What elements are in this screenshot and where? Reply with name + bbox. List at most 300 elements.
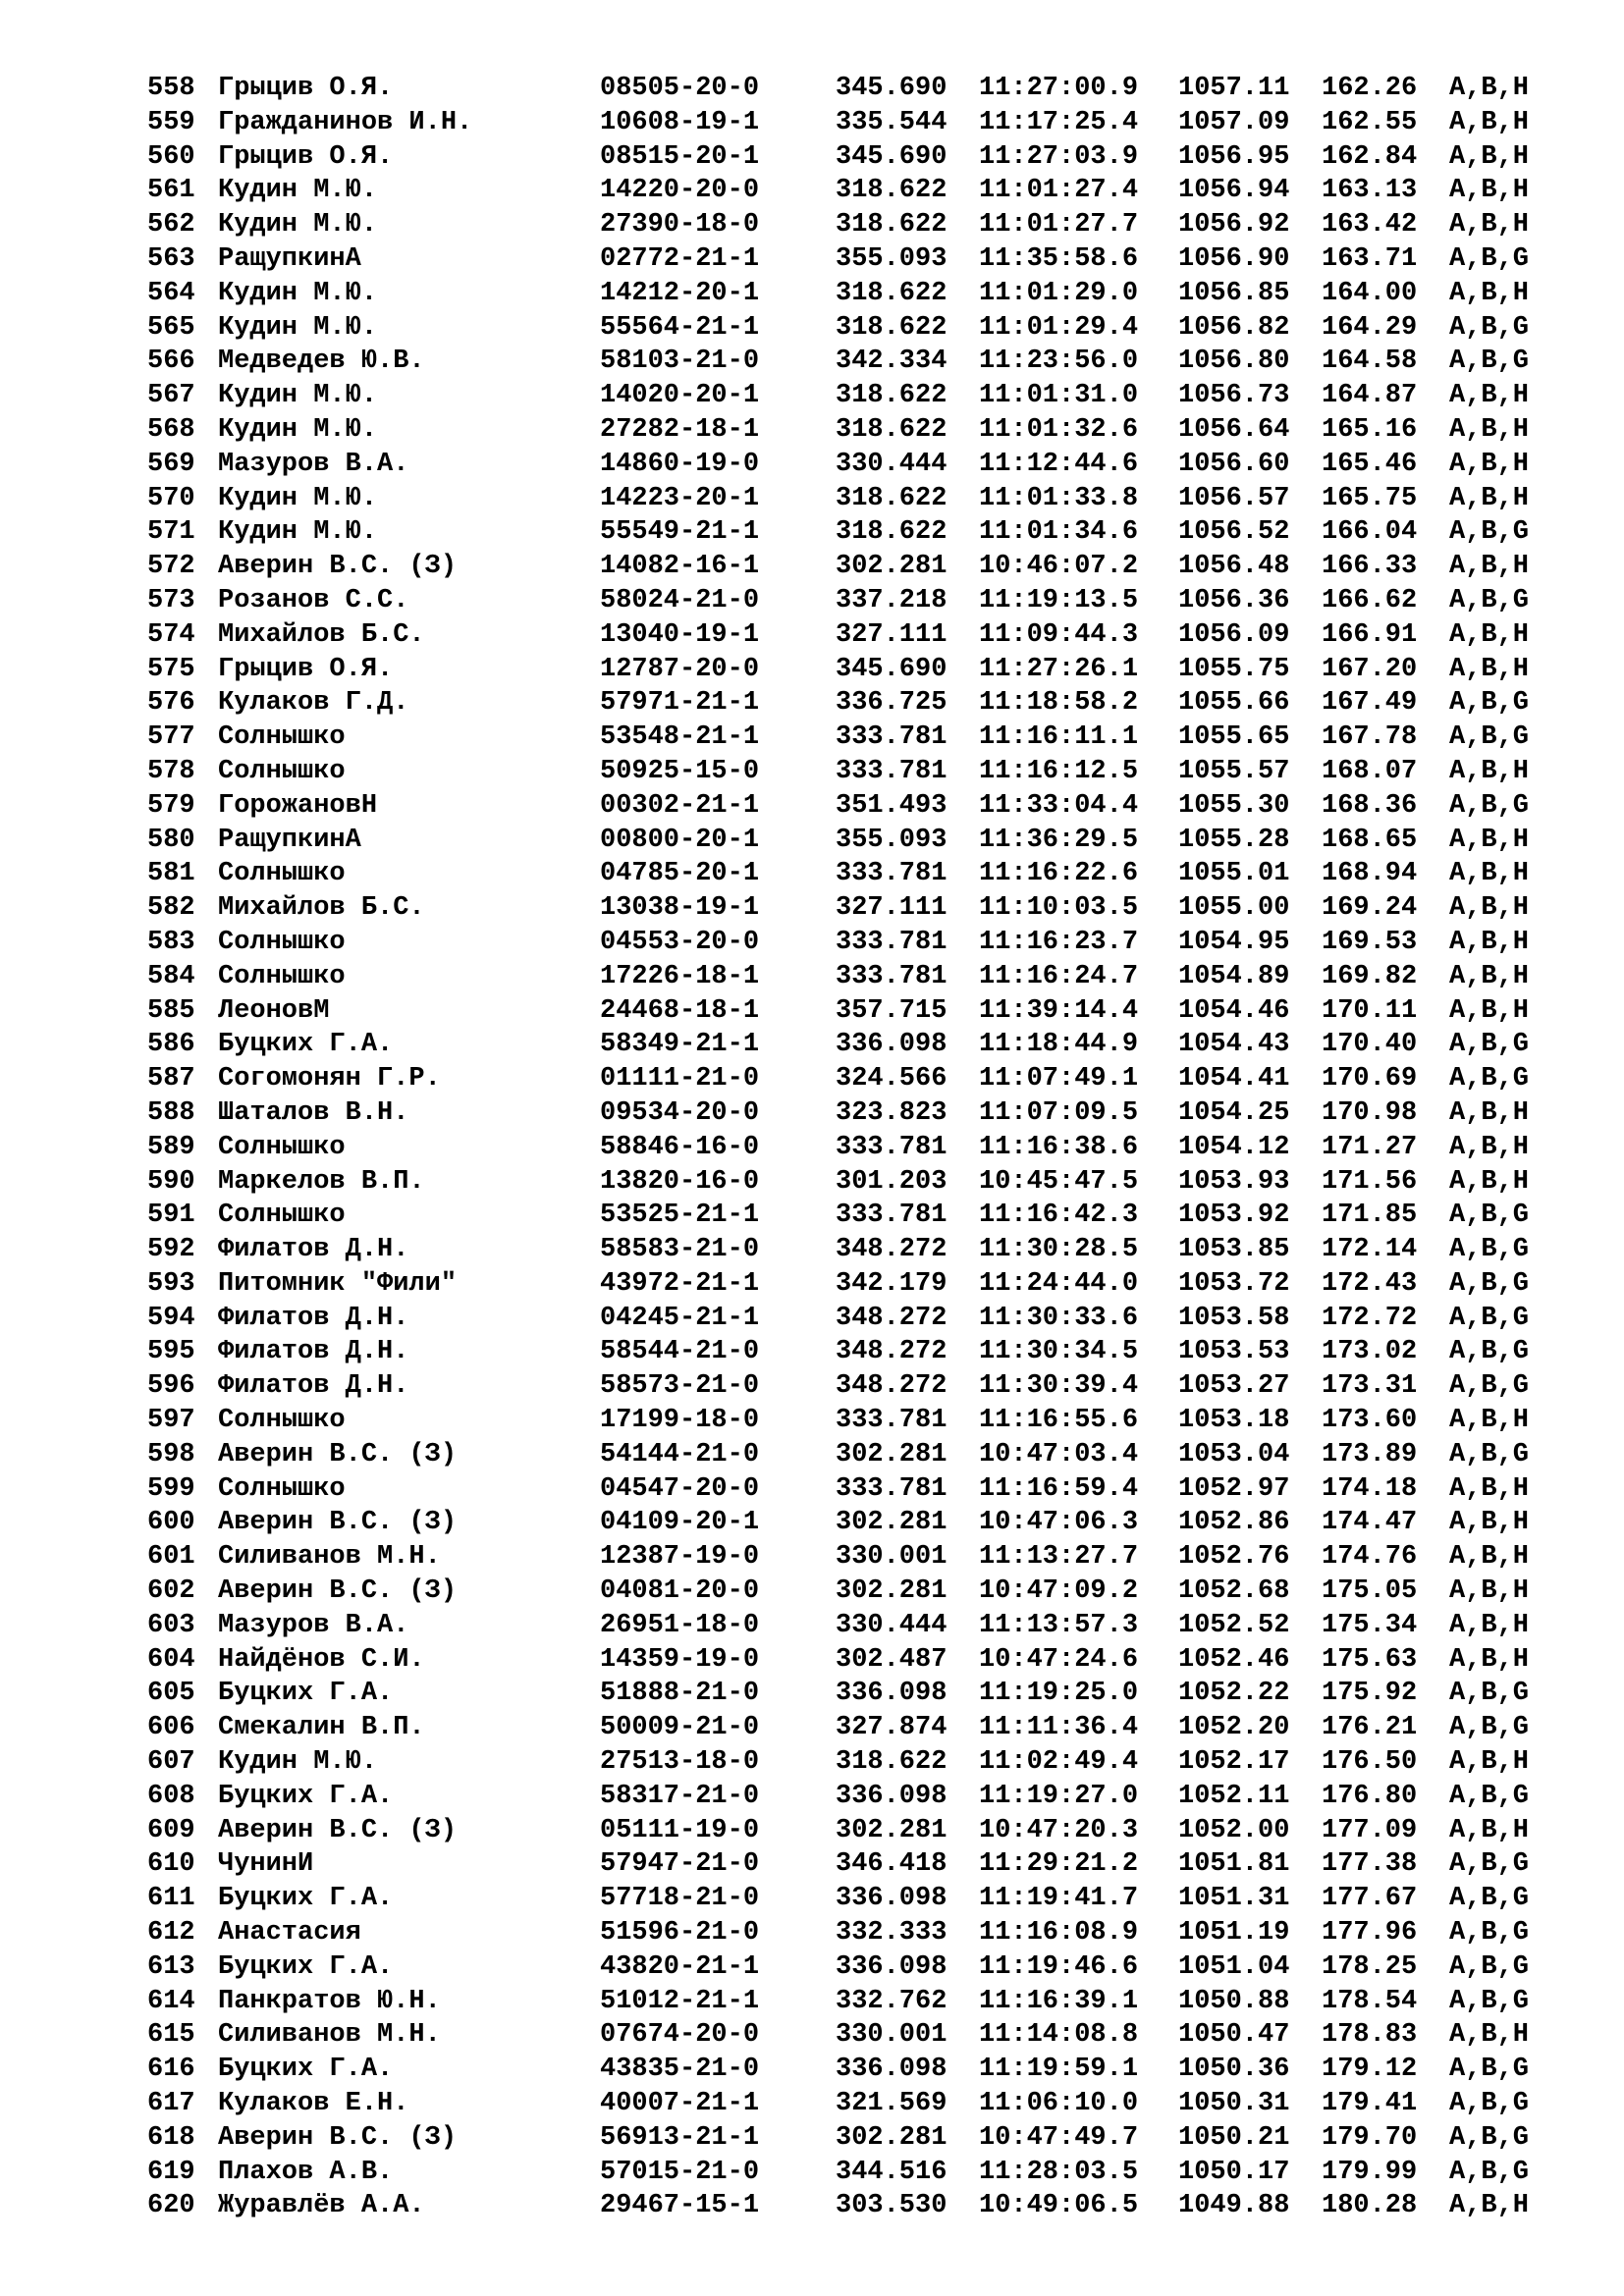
distance-cell: 321.569 <box>836 2089 947 2119</box>
category-cell: A,B,G <box>1449 2089 1530 2119</box>
category-cell: A,B,G <box>1449 1337 1530 1367</box>
name-cell: Буцких Г.А. <box>218 2055 394 2085</box>
speed-cell: 1050.21 <box>1178 2122 1290 2153</box>
category-cell: A,B,H <box>1449 210 1530 240</box>
name-cell: Аверин В.С. (З) <box>218 1439 458 1469</box>
place-cell: 619 <box>147 2157 195 2187</box>
category-cell: A,B,H <box>1449 552 1530 582</box>
ring-cell: 58024-21-0 <box>600 585 760 615</box>
ring-cell: 26951-18-0 <box>600 1610 760 1640</box>
table-row <box>147 1199 1547 1233</box>
place-cell: 605 <box>147 1679 195 1709</box>
distance-cell: 301.203 <box>836 1166 947 1197</box>
place-cell: 614 <box>147 1986 195 2016</box>
category-cell: A,B,H <box>1449 2020 1530 2051</box>
category-cell: A,B,H <box>1449 74 1530 103</box>
table-row <box>147 242 1547 277</box>
table-row <box>147 482 1547 516</box>
distance-cell: 302.281 <box>836 1576 947 1607</box>
name-cell: РащупкинА <box>218 825 361 855</box>
name-cell: Кудин М.Ю. <box>218 278 378 308</box>
coefficient-cell: 170.98 <box>1322 1097 1418 1128</box>
category-cell: A,B,G <box>1449 1918 1530 1949</box>
table-row <box>147 1677 1547 1711</box>
ring-cell: 43972-21-1 <box>600 1268 760 1299</box>
ring-cell: 05111-19-0 <box>600 1815 760 1845</box>
speed-cell: 1055.75 <box>1178 654 1290 684</box>
speed-cell: 1054.95 <box>1178 927 1290 957</box>
place-cell: 587 <box>147 1064 195 1095</box>
category-cell: A,B,G <box>1449 1201 1530 1231</box>
distance-cell: 333.781 <box>836 756 947 786</box>
name-cell: Анастасия <box>218 1918 361 1949</box>
distance-cell: 327.874 <box>836 1713 947 1743</box>
distance-cell: 336.098 <box>836 1030 947 1060</box>
table-row <box>147 1096 1547 1131</box>
distance-cell: 333.781 <box>836 961 947 991</box>
speed-cell: 1056.73 <box>1178 381 1290 411</box>
ring-cell: 08515-20-1 <box>600 141 760 172</box>
table-row <box>147 1404 1547 1438</box>
category-cell: A,B,H <box>1449 1097 1530 1128</box>
table-row <box>147 1575 1547 1609</box>
name-cell: Шаталов В.Н. <box>218 1097 409 1128</box>
table-row <box>147 1267 1547 1302</box>
time-cell: 11:14:08.8 <box>979 2020 1139 2051</box>
distance-cell: 302.281 <box>836 2122 947 2153</box>
distance-cell: 330.444 <box>836 1610 947 1640</box>
category-cell: A,B,G <box>1449 790 1530 821</box>
ring-cell: 14082-16-1 <box>600 552 760 582</box>
speed-cell: 1054.41 <box>1178 1064 1290 1095</box>
place-cell: 611 <box>147 1884 195 1914</box>
category-cell: A,B,H <box>1449 1610 1530 1640</box>
distance-cell: 355.093 <box>836 243 947 274</box>
ring-cell: 58846-16-0 <box>600 1132 760 1162</box>
coefficient-cell: 176.50 <box>1322 1747 1418 1778</box>
time-cell: 11:33:04.4 <box>979 790 1139 821</box>
ring-cell: 57015-21-0 <box>600 2157 760 2187</box>
category-cell: A,B,H <box>1449 414 1530 445</box>
distance-cell: 336.098 <box>836 1884 947 1914</box>
time-cell: 11:06:10.0 <box>979 2089 1139 2119</box>
name-cell: Солнышко <box>218 1132 346 1162</box>
ring-cell: 51888-21-0 <box>600 1679 760 1709</box>
name-cell: Солнышко <box>218 1473 346 1504</box>
category-cell: A,B,G <box>1449 312 1530 343</box>
name-cell: Михайлов Б.С. <box>218 893 425 924</box>
speed-cell: 1056.48 <box>1178 552 1290 582</box>
ring-cell: 58317-21-0 <box>600 1781 760 1811</box>
table-row <box>147 1985 1547 2019</box>
coefficient-cell: 171.27 <box>1322 1132 1418 1162</box>
speed-cell: 1055.00 <box>1178 893 1290 924</box>
speed-cell: 1056.64 <box>1178 414 1290 445</box>
name-cell: Мазуров В.А. <box>218 1610 409 1640</box>
coefficient-cell: 169.82 <box>1322 961 1418 991</box>
category-cell: A,B,H <box>1449 1166 1530 1197</box>
distance-cell: 330.001 <box>836 1542 947 1573</box>
table-row <box>147 277 1547 311</box>
speed-cell: 1051.04 <box>1178 1951 1290 1982</box>
category-cell: A,B,H <box>1449 825 1530 855</box>
category-cell: A,B,H <box>1449 893 1530 924</box>
speed-cell: 1052.68 <box>1178 1576 1290 1607</box>
table-row <box>147 1711 1547 1745</box>
category-cell: A,B,G <box>1449 1679 1530 1709</box>
time-cell: 10:47:20.3 <box>979 1815 1139 1845</box>
distance-cell: 332.762 <box>836 1986 947 2016</box>
category-cell: A,B,H <box>1449 381 1530 411</box>
speed-cell: 1052.20 <box>1178 1713 1290 1743</box>
coefficient-cell: 173.31 <box>1322 1371 1418 1402</box>
category-cell: A,B,G <box>1449 1713 1530 1743</box>
time-cell: 10:47:03.4 <box>979 1439 1139 1469</box>
time-cell: 11:02:49.4 <box>979 1747 1139 1778</box>
speed-cell: 1051.19 <box>1178 1918 1290 1949</box>
table-row <box>147 1302 1547 1336</box>
speed-cell: 1056.09 <box>1178 619 1290 650</box>
speed-cell: 1056.80 <box>1178 347 1290 377</box>
category-cell: A,B,G <box>1449 2122 1530 2153</box>
place-cell: 597 <box>147 1406 195 1436</box>
speed-cell: 1055.57 <box>1178 756 1290 786</box>
ring-cell: 14860-19-0 <box>600 449 760 479</box>
coefficient-cell: 176.21 <box>1322 1713 1418 1743</box>
category-cell: A,B,G <box>1449 1303 1530 1333</box>
table-row <box>147 926 1547 960</box>
time-cell: 11:19:27.0 <box>979 1781 1139 1811</box>
coefficient-cell: 162.26 <box>1322 74 1418 103</box>
ring-cell: 14212-20-1 <box>600 278 760 308</box>
ring-cell: 43820-21-1 <box>600 1951 760 1982</box>
coefficient-cell: 167.78 <box>1322 722 1418 753</box>
table-row <box>147 1472 1547 1507</box>
coefficient-cell: 166.33 <box>1322 552 1418 582</box>
category-cell: A,B,H <box>1449 176 1530 206</box>
speed-cell: 1053.58 <box>1178 1303 1290 1333</box>
name-cell: ГорожановН <box>218 790 378 821</box>
coefficient-cell: 167.20 <box>1322 654 1418 684</box>
name-cell: Найдёнов С.И. <box>218 1644 425 1675</box>
coefficient-cell: 168.36 <box>1322 790 1418 821</box>
name-cell: Панкратов Ю.Н. <box>218 1986 441 2016</box>
name-cell: Кудин М.Ю. <box>218 483 378 513</box>
time-cell: 11:35:58.6 <box>979 243 1139 274</box>
name-cell: Гражданинов И.Н. <box>218 107 473 137</box>
table-row <box>147 1609 1547 1643</box>
table-row <box>147 1233 1547 1267</box>
coefficient-cell: 164.58 <box>1322 347 1418 377</box>
place-cell: 568 <box>147 414 195 445</box>
time-cell: 11:01:29.0 <box>979 278 1139 308</box>
category-cell: A,B,H <box>1449 859 1530 889</box>
coefficient-cell: 163.13 <box>1322 176 1418 206</box>
coefficient-cell: 162.55 <box>1322 107 1418 137</box>
time-cell: 11:01:33.8 <box>979 483 1139 513</box>
name-cell: ЧунинИ <box>218 1849 314 1880</box>
category-cell: A,B,G <box>1449 1986 1530 2016</box>
time-cell: 10:47:09.2 <box>979 1576 1139 1607</box>
table-row <box>147 1643 1547 1678</box>
coefficient-cell: 179.99 <box>1322 2157 1418 2187</box>
name-cell: Филатов Д.Н. <box>218 1337 409 1367</box>
ring-cell: 57718-21-0 <box>600 1884 760 1914</box>
distance-cell: 348.272 <box>836 1235 947 1265</box>
speed-cell: 1054.89 <box>1178 961 1290 991</box>
table-row <box>147 1131 1547 1165</box>
time-cell: 11:17:25.4 <box>979 107 1139 137</box>
category-cell: A,B,G <box>1449 1884 1530 1914</box>
table-row <box>147 72 1547 106</box>
name-cell: ЛеоновМ <box>218 995 330 1026</box>
speed-cell: 1052.00 <box>1178 1815 1290 1845</box>
ring-cell: 57947-21-0 <box>600 1849 760 1880</box>
ring-cell: 58583-21-0 <box>600 1235 760 1265</box>
coefficient-cell: 170.40 <box>1322 1030 1418 1060</box>
name-cell: Кудин М.Ю. <box>218 1747 378 1778</box>
ring-cell: 13820-16-0 <box>600 1166 760 1197</box>
place-cell: 571 <box>147 517 195 548</box>
ring-cell: 13040-19-1 <box>600 619 760 650</box>
ring-cell: 12787-20-0 <box>600 654 760 684</box>
place-cell: 592 <box>147 1235 195 1265</box>
time-cell: 11:01:34.6 <box>979 517 1139 548</box>
table-row <box>147 891 1547 926</box>
time-cell: 11:10:03.5 <box>979 893 1139 924</box>
time-cell: 11:19:13.5 <box>979 585 1139 615</box>
name-cell: Буцких Г.А. <box>218 1030 394 1060</box>
ring-cell: 57971-21-1 <box>600 688 760 719</box>
name-cell: Солнышко <box>218 1406 346 1436</box>
distance-cell: 333.781 <box>836 1406 947 1436</box>
distance-cell: 336.098 <box>836 1679 947 1709</box>
name-cell: Аверин В.С. (З) <box>218 1815 458 1845</box>
coefficient-cell: 172.43 <box>1322 1268 1418 1299</box>
place-cell: 569 <box>147 449 195 479</box>
speed-cell: 1050.88 <box>1178 1986 1290 2016</box>
speed-cell: 1053.92 <box>1178 1201 1290 1231</box>
name-cell: Розанов С.С. <box>218 585 409 615</box>
table-row <box>147 515 1547 550</box>
category-cell: A,B,G <box>1449 1439 1530 1469</box>
place-cell: 574 <box>147 619 195 650</box>
place-cell: 559 <box>147 107 195 137</box>
distance-cell: 348.272 <box>836 1371 947 1402</box>
place-cell: 601 <box>147 1542 195 1573</box>
place-cell: 588 <box>147 1097 195 1128</box>
place-cell: 608 <box>147 1781 195 1811</box>
coefficient-cell: 166.04 <box>1322 517 1418 548</box>
name-cell: Буцких Г.А. <box>218 1951 394 1982</box>
place-cell: 579 <box>147 790 195 821</box>
ring-cell: 14220-20-0 <box>600 176 760 206</box>
table-row <box>147 1438 1547 1472</box>
distance-cell: 318.622 <box>836 210 947 240</box>
speed-cell: 1050.47 <box>1178 2020 1290 2051</box>
coefficient-cell: 176.80 <box>1322 1781 1418 1811</box>
name-cell: Кудин М.Ю. <box>218 381 378 411</box>
speed-cell: 1050.17 <box>1178 2157 1290 2187</box>
distance-cell: 302.487 <box>836 1644 947 1675</box>
ring-cell: 04109-20-1 <box>600 1508 760 1538</box>
time-cell: 11:16:59.4 <box>979 1473 1139 1504</box>
distance-cell: 345.690 <box>836 141 947 172</box>
place-cell: 570 <box>147 483 195 513</box>
coefficient-cell: 166.91 <box>1322 619 1418 650</box>
distance-cell: 333.781 <box>836 1201 947 1231</box>
time-cell: 11:01:27.4 <box>979 176 1139 206</box>
ring-cell: 13038-19-1 <box>600 893 760 924</box>
name-cell: Медведев Ю.В. <box>218 347 425 377</box>
name-cell: Солнышко <box>218 756 346 786</box>
distance-cell: 318.622 <box>836 312 947 343</box>
coefficient-cell: 174.47 <box>1322 1508 1418 1538</box>
table-row <box>147 2018 1547 2053</box>
distance-cell: 348.272 <box>836 1337 947 1367</box>
time-cell: 11:01:31.0 <box>979 381 1139 411</box>
category-cell: A,B,H <box>1449 1747 1530 1778</box>
table-row <box>147 789 1547 824</box>
category-cell: A,B,H <box>1449 654 1530 684</box>
place-cell: 615 <box>147 2020 195 2051</box>
place-cell: 566 <box>147 347 195 377</box>
place-cell: 612 <box>147 1918 195 1949</box>
table-row <box>147 1745 1547 1780</box>
table-row <box>147 1540 1547 1575</box>
place-cell: 560 <box>147 141 195 172</box>
ring-cell: 14223-20-1 <box>600 483 760 513</box>
name-cell: Грыцив О.Я. <box>218 654 394 684</box>
distance-cell: 330.444 <box>836 449 947 479</box>
ring-cell: 14359-19-0 <box>600 1644 760 1675</box>
ring-cell: 56913-21-1 <box>600 2122 760 2153</box>
table-row <box>147 1814 1547 1848</box>
name-cell: Филатов Д.Н. <box>218 1371 409 1402</box>
ring-cell: 14020-20-1 <box>600 381 760 411</box>
category-cell: A,B,G <box>1449 1781 1530 1811</box>
coefficient-cell: 167.49 <box>1322 688 1418 719</box>
category-cell: A,B,H <box>1449 1132 1530 1162</box>
time-cell: 11:19:46.6 <box>979 1951 1139 1982</box>
coefficient-cell: 168.07 <box>1322 756 1418 786</box>
speed-cell: 1052.46 <box>1178 1644 1290 1675</box>
time-cell: 11:30:28.5 <box>979 1235 1139 1265</box>
speed-cell: 1053.18 <box>1178 1406 1290 1436</box>
category-cell: A,B,H <box>1449 1644 1530 1675</box>
distance-cell: 337.218 <box>836 585 947 615</box>
ring-cell: 01111-21-0 <box>600 1064 760 1095</box>
speed-cell: 1055.28 <box>1178 825 1290 855</box>
place-cell: 604 <box>147 1644 195 1675</box>
speed-cell: 1056.52 <box>1178 517 1290 548</box>
time-cell: 11:29:21.2 <box>979 1849 1139 1880</box>
place-cell: 575 <box>147 654 195 684</box>
name-cell: Кудин М.Ю. <box>218 312 378 343</box>
category-cell: A,B,H <box>1449 995 1530 1026</box>
time-cell: 11:30:39.4 <box>979 1371 1139 1402</box>
category-cell: A,B,H <box>1449 107 1530 137</box>
distance-cell: 324.566 <box>836 1064 947 1095</box>
time-cell: 11:01:29.4 <box>979 312 1139 343</box>
place-cell: 613 <box>147 1951 195 1982</box>
ring-cell: 07674-20-0 <box>600 2020 760 2051</box>
name-cell: Аверин В.С. (З) <box>218 2122 458 2153</box>
table-row <box>147 686 1547 721</box>
speed-cell: 1054.12 <box>1178 1132 1290 1162</box>
place-cell: 567 <box>147 381 195 411</box>
table-row <box>147 1950 1547 1985</box>
ring-cell: 55549-21-1 <box>600 517 760 548</box>
distance-cell: 333.781 <box>836 1132 947 1162</box>
speed-cell: 1053.04 <box>1178 1439 1290 1469</box>
name-cell: Кудин М.Ю. <box>218 210 378 240</box>
coefficient-cell: 174.18 <box>1322 1473 1418 1504</box>
table-row <box>147 311 1547 346</box>
name-cell: Маркелов В.П. <box>218 1166 425 1197</box>
time-cell: 11:28:03.5 <box>979 2157 1139 2187</box>
place-cell: 618 <box>147 2122 195 2153</box>
distance-cell: 302.281 <box>836 1508 947 1538</box>
category-cell: A,B,H <box>1449 756 1530 786</box>
time-cell: 11:16:42.3 <box>979 1201 1139 1231</box>
ring-cell: 53525-21-1 <box>600 1201 760 1231</box>
speed-cell: 1056.36 <box>1178 585 1290 615</box>
coefficient-cell: 172.14 <box>1322 1235 1418 1265</box>
results-table <box>147 72 1547 2223</box>
distance-cell: 345.690 <box>836 74 947 103</box>
speed-cell: 1054.25 <box>1178 1097 1290 1128</box>
coefficient-cell: 164.29 <box>1322 312 1418 343</box>
table-row <box>147 345 1547 379</box>
place-cell: 558 <box>147 74 195 103</box>
time-cell: 11:07:09.5 <box>979 1097 1139 1128</box>
coefficient-cell: 175.92 <box>1322 1679 1418 1709</box>
place-cell: 561 <box>147 176 195 206</box>
speed-cell: 1052.52 <box>1178 1610 1290 1640</box>
ring-cell: 04785-20-1 <box>600 859 760 889</box>
coefficient-cell: 164.87 <box>1322 381 1418 411</box>
ring-cell: 12387-19-0 <box>600 1542 760 1573</box>
place-cell: 594 <box>147 1303 195 1333</box>
place-cell: 591 <box>147 1201 195 1231</box>
table-row <box>147 1165 1547 1200</box>
time-cell: 11:27:00.9 <box>979 74 1139 103</box>
time-cell: 11:16:12.5 <box>979 756 1139 786</box>
category-cell: A,B,H <box>1449 2191 1530 2221</box>
table-row <box>147 448 1547 482</box>
name-cell: Журавлёв А.А. <box>218 2191 425 2221</box>
table-row <box>147 755 1547 789</box>
distance-cell: 327.111 <box>836 619 947 650</box>
coefficient-cell: 169.24 <box>1322 893 1418 924</box>
ring-cell: 58573-21-0 <box>600 1371 760 1402</box>
table-row <box>147 140 1547 175</box>
place-cell: 616 <box>147 2055 195 2085</box>
table-row <box>147 857 1547 891</box>
speed-cell: 1054.43 <box>1178 1030 1290 1060</box>
table-row <box>147 824 1547 858</box>
time-cell: 11:16:55.6 <box>979 1406 1139 1436</box>
time-cell: 11:16:22.6 <box>979 859 1139 889</box>
place-cell: 562 <box>147 210 195 240</box>
place-cell: 620 <box>147 2191 195 2221</box>
time-cell: 11:11:36.4 <box>979 1713 1139 1743</box>
coefficient-cell: 177.96 <box>1322 1918 1418 1949</box>
table-row <box>147 584 1547 618</box>
speed-cell: 1049.88 <box>1178 2191 1290 2221</box>
table-row <box>147 994 1547 1029</box>
